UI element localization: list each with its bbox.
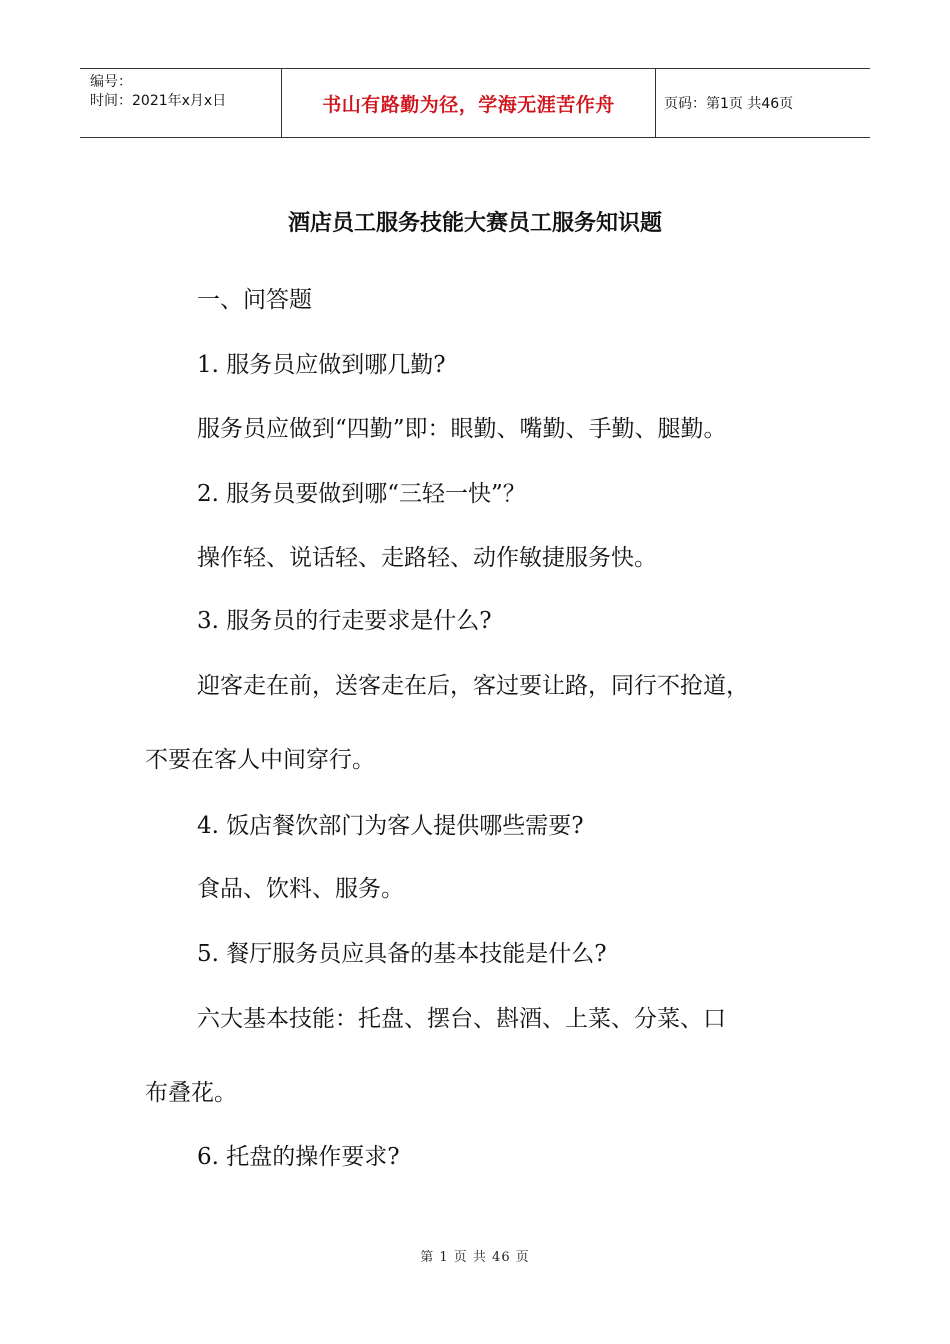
- header-motto-cell: [282, 69, 656, 137]
- header-page-cell: [656, 69, 870, 137]
- answer-4: 食品、饮料、服务。: [197, 876, 404, 902]
- page-footer: 第 1 页 共 46 页: [420, 1250, 530, 1265]
- number-label: 编号：: [90, 74, 132, 90]
- question-5: 5. 餐厅服务员应具备的基本技能是什么?: [197, 941, 607, 967]
- answer-5-line-1: 六大基本技能：托盘、摆台、斟酒、上菜、分菜、口: [197, 1006, 726, 1032]
- question-1: 1. 服务员应做到哪几勤?: [197, 352, 446, 378]
- question-3: 3. 服务员的行走要求是什么?: [197, 608, 492, 634]
- section-heading: 一、问答题: [197, 287, 312, 313]
- answer-1: 服务员应做到“四勤”即：眼勤、嘴勤、手勤、腿勤。: [197, 416, 727, 442]
- header-table: [80, 68, 870, 138]
- answer-5-line-2: 布叠花。: [145, 1080, 237, 1106]
- header-meta-cell: [80, 69, 282, 137]
- document-title: 酒店员工服务技能大赛员工服务知识题: [287, 211, 662, 236]
- question-6: 6. 托盘的操作要求?: [197, 1144, 400, 1170]
- motto-text: 书山有路勤为径，学海无涯苦作舟: [322, 93, 615, 116]
- question-4: 4. 饭店餐饮部门为客人提供哪些需要?: [197, 813, 584, 839]
- answer-2: 操作轻、说话轻、走路轻、动作敏捷服务快。: [197, 545, 657, 571]
- answer-3-line-1: 迎客走在前，送客走在后，客过要让路，同行不抢道，: [197, 673, 749, 699]
- answer-3-line-2: 不要在客人中间穿行。: [145, 747, 375, 773]
- page-info: 页码：第1页 共46页: [664, 96, 794, 112]
- question-2: 2. 服务员要做到哪“三轻一快”？: [197, 481, 526, 507]
- date-label: 时间：2021年x月x日: [90, 93, 227, 109]
